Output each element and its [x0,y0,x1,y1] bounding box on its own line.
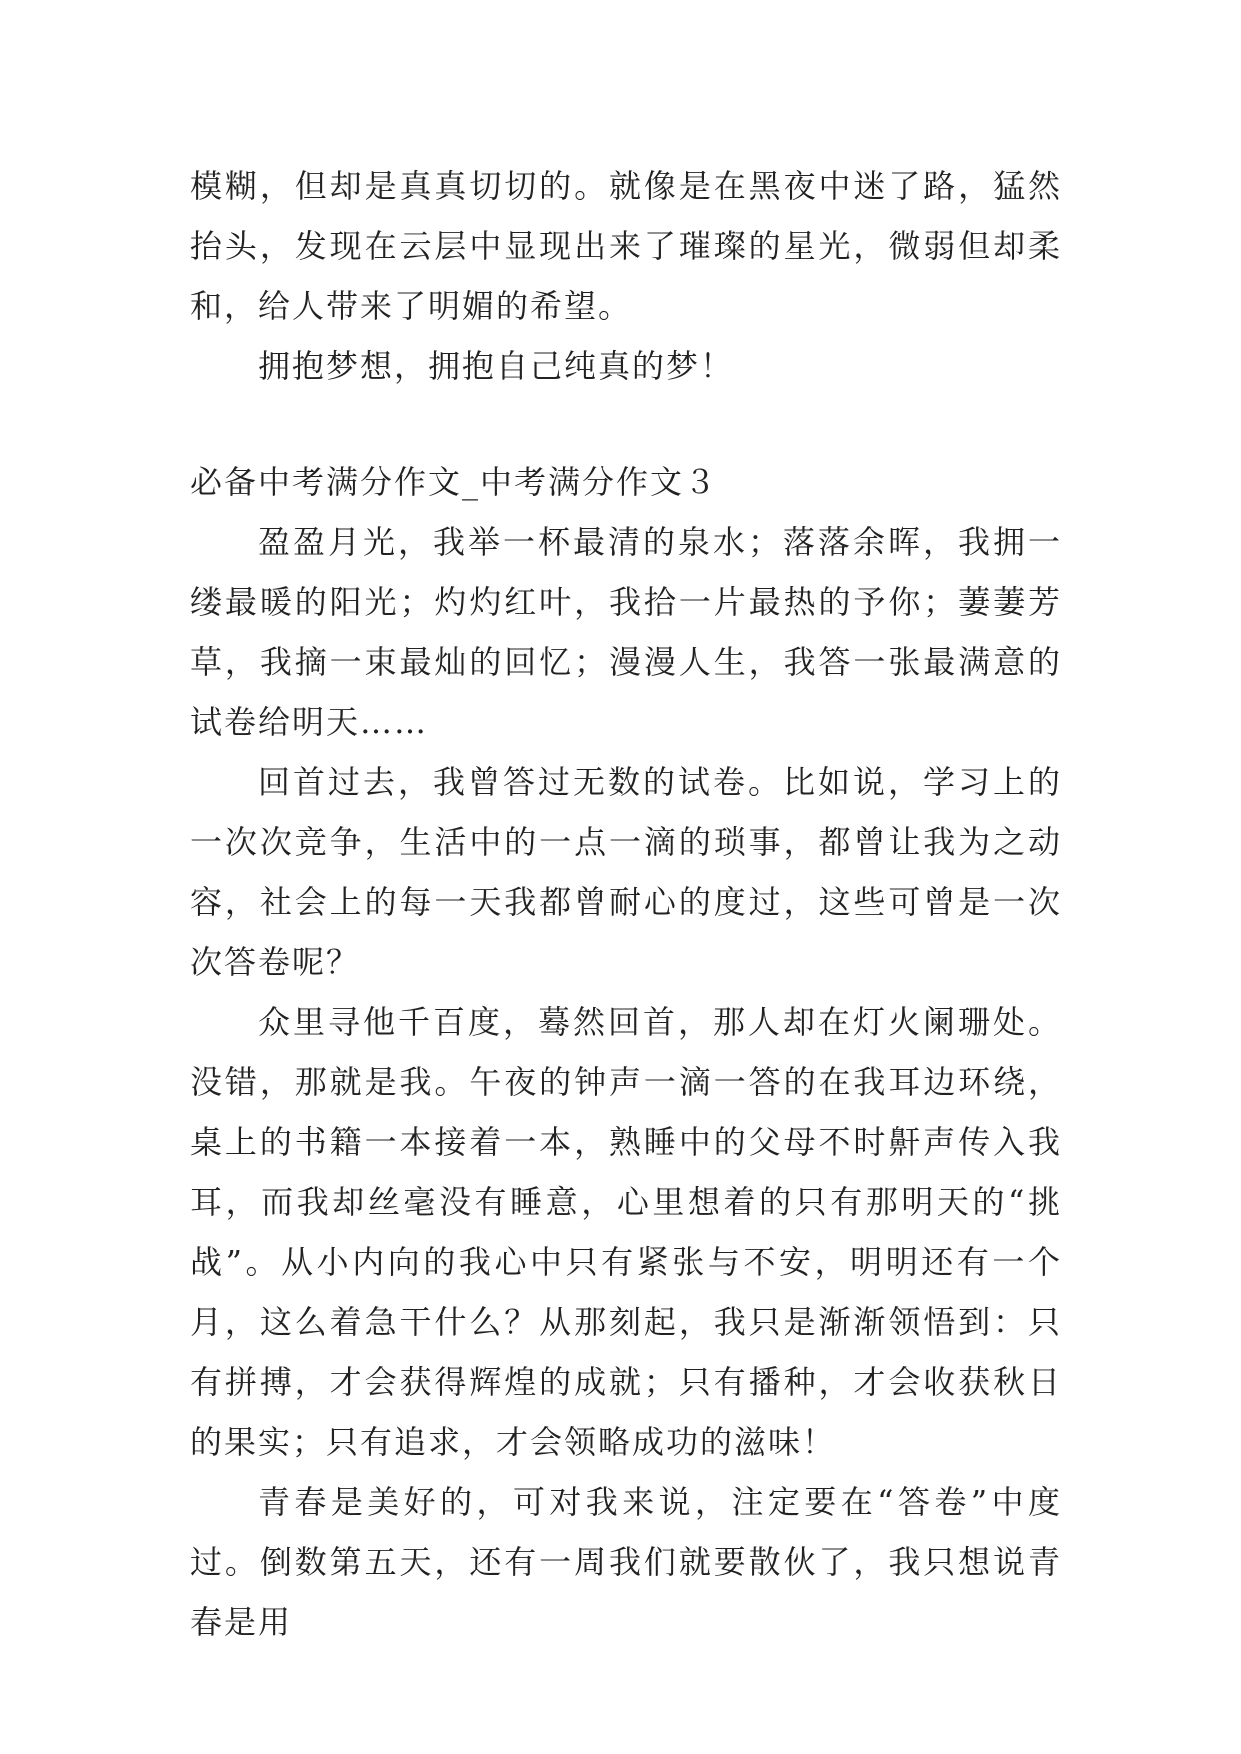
paragraph-continued: 模糊，但却是真真切切的。就像是在黑夜中迷了路，猛然抬头，发现在云层中显现出来了璀璨的星光，微弱但却柔和，给人带来了明媚的希望。 [190,167,1062,325]
paragraph: 拥抱梦想，拥抱自己纯真的梦！ [258,347,735,385]
section-title: 必备中考满分作文_中考满分作文３ [190,463,719,501]
document-body [190,156,1062,1652]
paragraph: 盈盈月光，我举一杯最清的泉水；落落余晖，我拥一缕最暖的阳光；灼灼红叶，我拾一片最热的予你；萋萋芳草，我摘一束最灿的回忆；漫漫人生，我答一张最满意的试卷给明天…… [190,523,1062,741]
paragraph: 回首过去，我曾答过无数的试卷。比如说，学习上的一次次竞争，生活中的一点一滴的琐事，都曾让我为之动容，社会上的每一天我都曾耐心的度过，这些可曾是一次次答卷呢？ [190,763,1062,981]
paragraph: 青春是美好的，可对我来说，注定要在“答卷”中度过。倒数第五天，还有一周我们就要散伙了，我只想说青春是用 [190,1483,1062,1641]
paragraph: 众里寻他千百度，蓦然回首，那人却在灯火阑珊处。没错，那就是我。午夜的钟声一滴一答的在我耳边环绕，桌上的书籍一本接着一本，熟睡中的父母不时鼾声传入我耳，而我却丝毫没有睡意，心里想着的只有那明天的“挑战”。从小内向的我心中只有紧张与不安，明明还有一个月，这么着急干什么？从那刻起，我只是渐渐领悟到：只有拼搏，才会获得辉煌的成就；只有播种，才会收获秋日的果实；只有追求，才会领略成功的滋味！ [190,1003,1062,1461]
